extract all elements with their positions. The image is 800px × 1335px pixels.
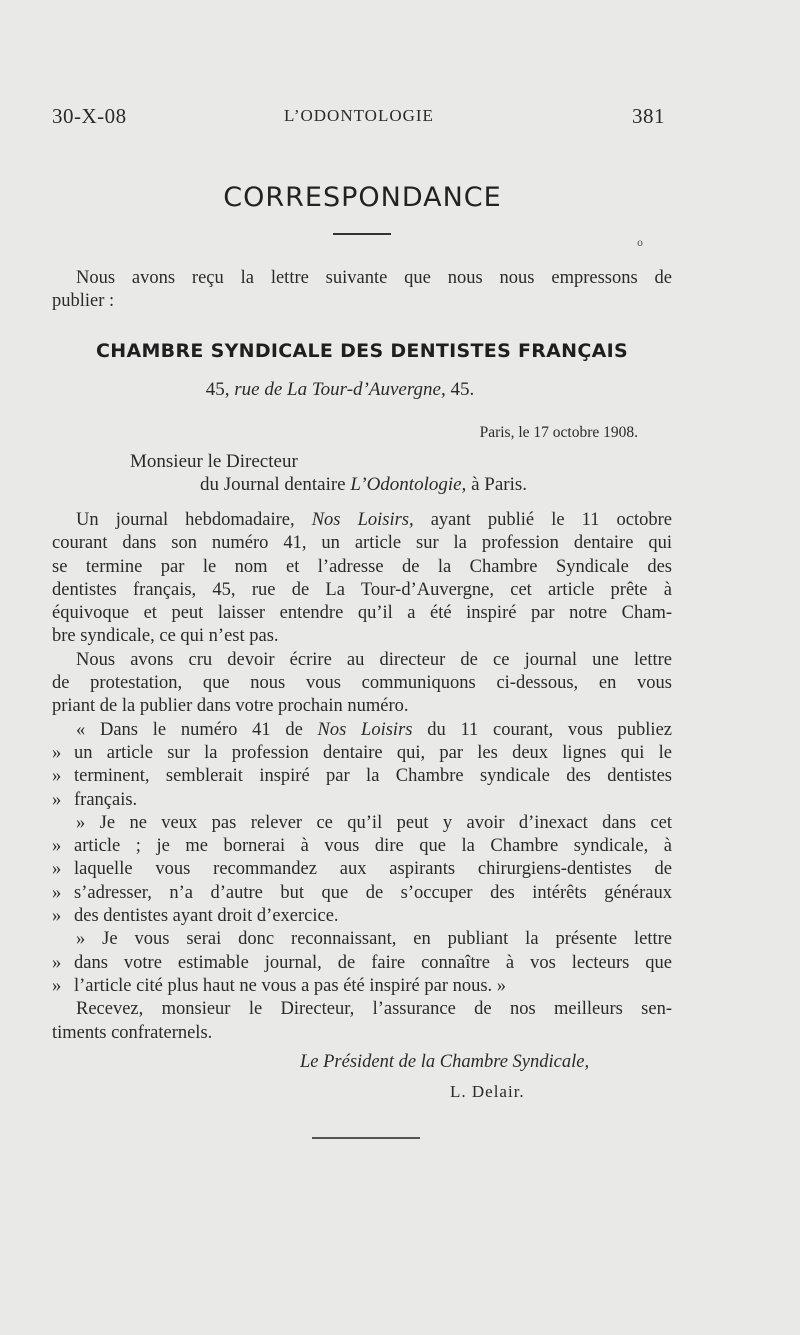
title-rule (333, 233, 391, 235)
quote-2-line (52, 858, 672, 881)
addressee-prefix: du Journal dentaire (200, 474, 346, 495)
quote-1-line-1 (52, 719, 672, 742)
quote-1-title: Nos Loisirs (317, 719, 413, 740)
quote-3-last-line (52, 975, 672, 998)
paragraph-1-text: Un journal hebdomadaire, (76, 510, 295, 530)
addressee-line-2 (200, 474, 527, 496)
issue-date: 30-X-08 (52, 104, 127, 128)
addressee-line-1: Monsieur le Directeur (130, 451, 298, 472)
paragraph-1-text-end: ayant publié le 11 octobre (430, 510, 673, 530)
quote-2-line-1: » Je ne veux pas relever ce qu’il peut y avoir d’inexact dans cet (76, 812, 672, 833)
intro-line-2: publier : (52, 291, 115, 312)
address-number-end: 45. (450, 379, 475, 400)
paragraph-2-last-line: priant de la publier dans votre prochain numéro. (52, 696, 409, 717)
quote-3-line (52, 952, 672, 975)
intro-paragraph (52, 267, 672, 314)
guillemet: » (52, 836, 62, 857)
organization-address (0, 379, 680, 401)
quote-2-line (52, 835, 672, 858)
guillemet: » (52, 766, 62, 787)
addressee-journal: L’Odontologie, (350, 474, 467, 495)
paragraph-1-last-line: bre syndicale, ce qui n’est pas. (52, 626, 279, 647)
paragraph-1-line: équivoque et peut laisser entendre qu’il a été inspiré par notre Cham- (52, 603, 672, 624)
letter-body (52, 509, 672, 1045)
address-street: rue de La Tour-d’Auvergne, (234, 379, 446, 400)
guillemet: » (52, 859, 62, 880)
quote-1-last-line (52, 789, 672, 812)
journal-name: L’ODONTOLOGIE (284, 106, 434, 125)
guillemet: » (52, 952, 62, 973)
quote-2-text: s’adresser, n’a d’autre but que de s’occuper des intérêts généraux (74, 882, 672, 903)
paragraph-2-line: de protestation, que nous vous communiquons ci-dessous, en vous (52, 673, 672, 694)
addressee-suffix: à Paris. (471, 474, 527, 495)
end-rule (312, 1137, 420, 1139)
address-number: 45, (205, 379, 230, 400)
dateline: Paris, le 17 octobre 1908. (479, 424, 638, 441)
organization-heading: CHAMBRE SYNDICALE DES DENTISTES FRANÇAIS (96, 340, 628, 362)
quote-1-text: un article sur la profession dentaire qui, par les deux lignes qui le (74, 742, 672, 763)
intro-line-1: Nous avons reçu la lettre suivante que nous nous empressons de (76, 268, 672, 288)
paragraph-1-title: Nos Loisirs, (311, 510, 414, 530)
guillemet: » (52, 789, 62, 810)
quote-2-last-line (52, 905, 672, 928)
guillemet: » (52, 882, 62, 903)
guillemet: » (52, 975, 62, 996)
quote-1-text: français. (74, 789, 138, 810)
signature-name: L. Delair. (450, 1082, 525, 1101)
quote-1-rest: du 11 courant, vous publiez (427, 719, 672, 740)
paragraph-1-line: se termine par le nom et l’adresse de la Chambre Syndicale des (52, 556, 672, 577)
quote-3-line-1: » Je vous serai donc reconnaissant, en publiant la présente lettre (76, 929, 672, 950)
quote-1-open: « Dans le numéro 41 de (76, 719, 303, 740)
closing-line-1: Recevez, monsieur le Directeur, l’assurance de nos meilleurs sen- (76, 999, 672, 1020)
printer-mark: o (637, 238, 644, 249)
quote-2-text: des dentistes ayant droit d’exercice. (74, 906, 339, 927)
paragraph-2-line: Nous avons cru devoir écrire au directeur de ce journal une lettre (76, 649, 672, 670)
paragraph-1-line: dentistes français, 45, rue de La Tour-d’Auvergne, cet article prête à (52, 579, 672, 600)
quote-2-text: article ; je me bornerai à vous dire que la Chambre syndicale, à (74, 836, 672, 857)
quote-2-text: laquelle vous recommandez aux aspirants chirurgiens-dentistes de (74, 859, 672, 880)
guillemet: » (52, 742, 62, 763)
paragraph-1-line: courant dans son numéro 41, un article sur la profession dentaire qui (52, 533, 672, 554)
paragraph-1-line-1 (52, 509, 672, 532)
page-number: 381 (632, 104, 665, 128)
quote-1-line (52, 742, 672, 765)
quote-1-line (52, 765, 672, 788)
guillemet: » (52, 906, 62, 927)
closing-line-2: timents confraternels. (52, 1022, 213, 1043)
quote-3-text: dans votre estimable journal, de faire connaître à vos lecteurs que (74, 952, 672, 973)
quote-1-text: terminent, semblerait inspiré par la Chambre syndicale des dentistes (74, 766, 672, 787)
quote-3-text: l’article cité plus haut ne vous a pas été inspiré par nous. » (74, 975, 507, 996)
signature-title: Le Président de la Chambre Syndicale, (300, 1052, 590, 1072)
quote-2-line (52, 882, 672, 905)
section-title: CORRESPONDANCE (223, 182, 502, 213)
